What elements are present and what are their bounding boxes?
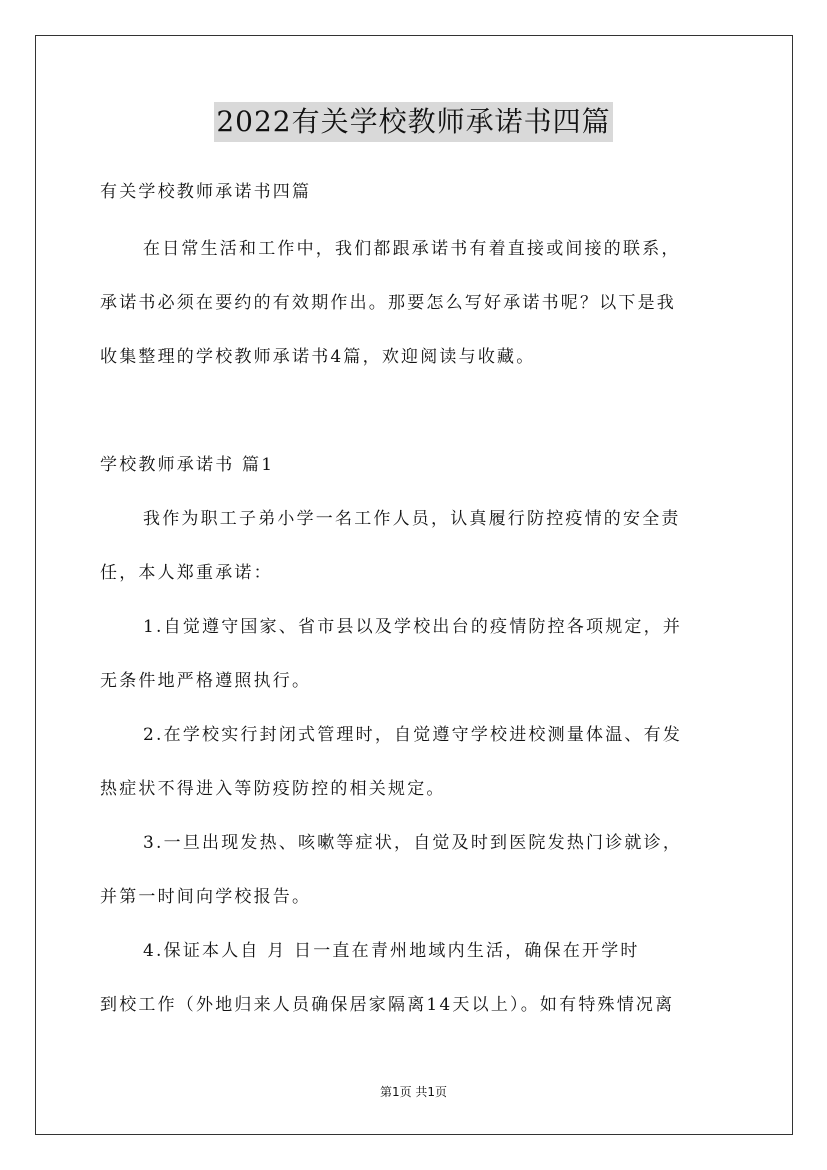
section-heading: 学校教师承诺书 篇1 — [100, 455, 275, 475]
item3-line-1: 3.一旦出现发热、咳嗽等症状，自觉及时到医院发热门诊就诊， — [143, 833, 683, 853]
para1-line-2: 任，本人郑重承诺： — [100, 563, 273, 583]
intro-line-1: 在日常生活和工作中，我们都跟承诺书有着直接或间接的联系， — [143, 239, 681, 259]
item4-line-1: 4.保证本人自 月 日一直在青州地域内生活，确保在开学时 — [143, 941, 640, 961]
title-container — [0, 102, 827, 142]
item4-line-2: 到校工作（外地归来人员确保居家隔离14天以上）。如有特殊情况离 — [100, 995, 675, 1015]
document-subtitle: 有关学校教师承诺书四篇 — [100, 182, 312, 202]
item1-line-1: 1.自觉遵守国家、省市县以及学校出台的疫情防控各项规定，并 — [143, 617, 683, 637]
item2-line-2: 热症状不得进入等防疫防控的相关规定。 — [100, 779, 446, 799]
para1-line-1: 我作为职工子弟小学一名工作人员，认真履行防控疫情的安全责 — [143, 509, 681, 529]
document-title: 2022有关学校教师承诺书四篇 — [214, 102, 612, 142]
item1-line-2: 无条件地严格遵照执行。 — [100, 671, 312, 691]
item3-line-2: 并第一时间向学校报告。 — [100, 887, 312, 907]
intro-line-2: 承诺书必须在要约的有效期作出。那要怎么写好承诺书呢？以下是我 — [100, 293, 676, 313]
intro-line-3: 收集整理的学校教师承诺书4篇，欢迎阅读与收藏。 — [100, 347, 536, 367]
item2-line-1: 2.在学校实行封闭式管理时，自觉遵守学校进校测量体温、有发 — [143, 725, 683, 745]
page-footer: 第1页 共1页 — [379, 1085, 448, 1099]
